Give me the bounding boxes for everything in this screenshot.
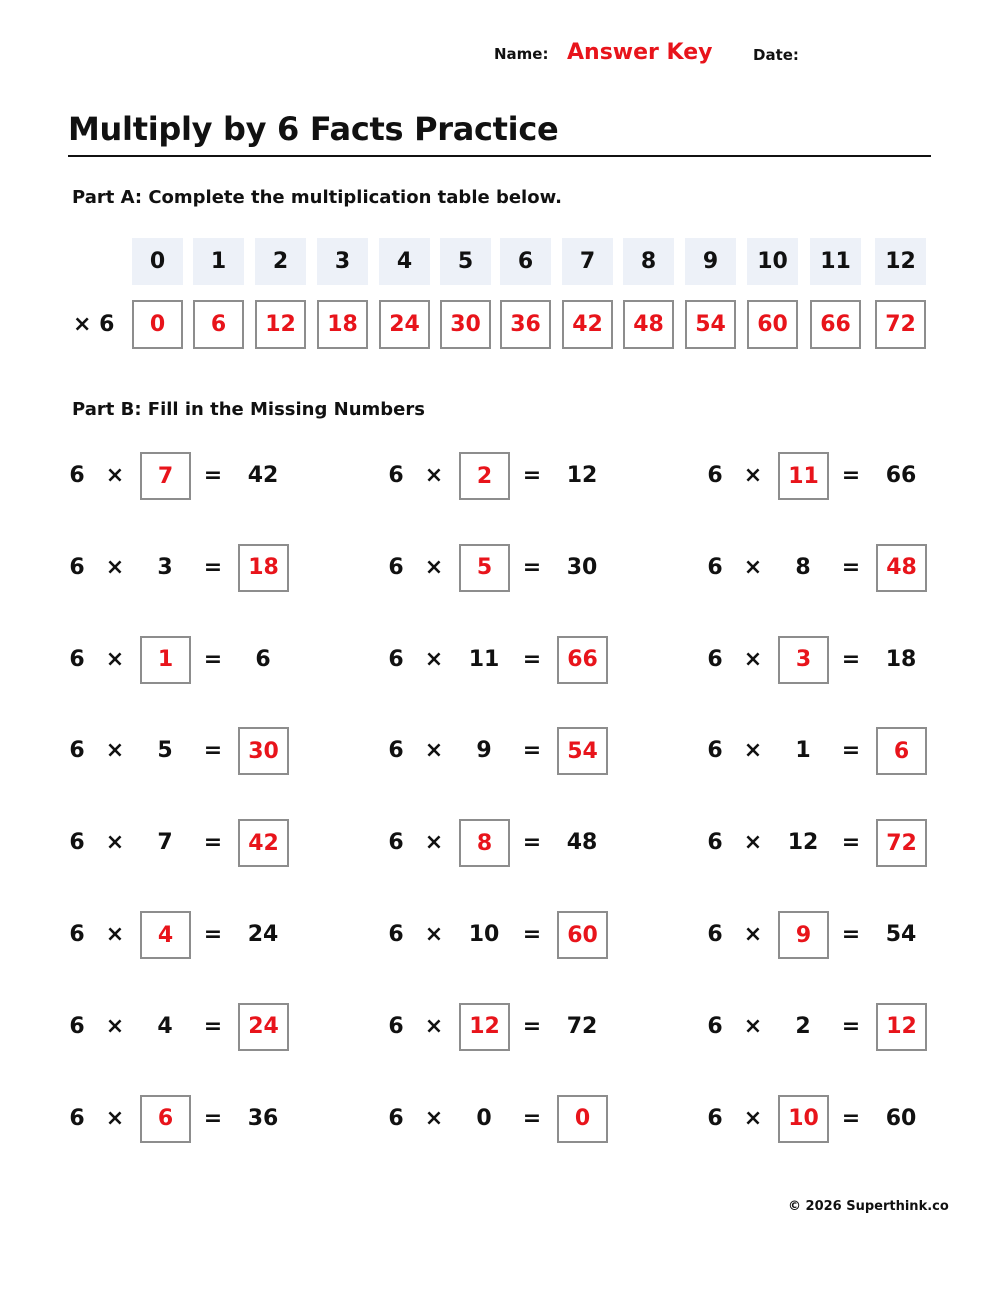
answer-box[interactable]: 8 [459,819,510,867]
problem-product: 12 [566,463,598,488]
problem-factor: 6 [69,738,85,764]
equals-symbol: = [203,1013,223,1039]
answer-box[interactable]: 9 [778,911,829,959]
answer-box[interactable]: 54 [557,727,608,775]
table-answer-box[interactable]: 12 [255,300,306,349]
times-six-row-label: × 6 [73,312,115,337]
problem-product: 54 [885,922,917,947]
answer-box[interactable]: 4 [140,911,191,959]
answer-box[interactable]: 6 [876,727,927,775]
times-symbol: × [743,922,763,947]
problem-factor: 1 [795,738,811,764]
times-symbol: × [424,1013,444,1039]
table-answer-box[interactable]: 18 [317,300,368,349]
times-symbol: × [743,738,763,764]
problem-product: 66 [885,463,917,488]
table-header-cell: 5 [440,238,491,285]
equals-symbol: = [522,1105,542,1131]
answer-box[interactable]: 18 [238,544,289,592]
answer-box[interactable]: 10 [778,1095,829,1143]
equals-symbol: = [522,554,542,580]
equals-symbol: = [203,554,223,580]
times-symbol: × [424,830,444,856]
times-symbol: × [105,463,125,488]
table-answer-box[interactable]: 0 [132,300,183,349]
times-symbol: × [105,646,125,672]
table-header-cell: 4 [379,238,430,285]
times-symbol: × [424,1105,444,1131]
table-answer-box[interactable]: 36 [500,300,551,349]
equals-symbol: = [203,463,223,488]
problem-factor: 6 [388,830,404,856]
times-symbol: × [424,463,444,488]
table-header-cell: 10 [747,238,798,285]
times-symbol: × [743,830,763,856]
problem-factor: 0 [476,1105,492,1131]
problem-factor: 6 [707,830,723,856]
table-header-cell: 12 [875,238,926,285]
problem-product: 42 [247,463,279,488]
equals-symbol: = [203,646,223,672]
problem-product: 24 [247,922,279,947]
problem-factor: 6 [69,830,85,856]
problem-factor: 6 [707,463,723,488]
answer-box[interactable]: 48 [876,544,927,592]
answer-box[interactable]: 24 [238,1003,289,1051]
problem-factor: 6 [707,554,723,580]
answer-box[interactable]: 30 [238,727,289,775]
problem-factor: 6 [69,922,85,947]
equals-symbol: = [522,922,542,947]
answer-box[interactable]: 11 [778,452,829,500]
table-answer-box[interactable]: 66 [810,300,861,349]
name-label: Name: [494,45,549,63]
table-answer-box[interactable]: 42 [562,300,613,349]
problem-factor: 5 [157,738,173,764]
equals-symbol: = [841,830,861,856]
table-header-cell: 0 [132,238,183,285]
page-title: Multiply by 6 Facts Practice [68,110,559,148]
equals-symbol: = [203,830,223,856]
answer-box[interactable]: 0 [557,1095,608,1143]
problem-factor: 6 [69,463,85,488]
times-symbol: × [105,922,125,947]
problem-product: 72 [566,1013,598,1039]
table-header-cell: 3 [317,238,368,285]
equals-symbol: = [203,1105,223,1131]
times-symbol: × [743,1013,763,1039]
problem-factor: 6 [388,463,404,488]
problem-factor: 4 [157,1013,173,1039]
problem-factor: 3 [157,554,173,580]
name-value[interactable]: Answer Key [567,40,713,65]
problem-product: 60 [885,1105,917,1131]
table-header-cell: 2 [255,238,306,285]
equals-symbol: = [522,463,542,488]
equals-symbol: = [841,738,861,764]
table-header-cell: 1 [193,238,244,285]
problem-factor: 6 [388,738,404,764]
answer-box[interactable]: 12 [459,1003,510,1051]
problem-factor: 6 [707,922,723,947]
problem-product: 30 [566,554,598,580]
problem-factor: 6 [69,554,85,580]
problem-factor: 8 [795,554,811,580]
problem-factor: 6 [69,1013,85,1039]
table-answer-box[interactable]: 60 [747,300,798,349]
copyright-footer: © 2026 Superthink.co [788,1199,949,1214]
times-symbol: × [105,1013,125,1039]
problem-factor: 6 [707,646,723,672]
problem-factor: 6 [388,922,404,947]
table-answer-box[interactable]: 72 [875,300,926,349]
problem-factor: 6 [707,738,723,764]
equals-symbol: = [841,922,861,947]
times-symbol: × [743,1105,763,1131]
answer-box[interactable]: 12 [876,1003,927,1051]
equals-symbol: = [522,1013,542,1039]
table-header-cell: 6 [500,238,551,285]
times-symbol: × [424,554,444,580]
problem-factor: 9 [476,738,492,764]
table-header-cell: 8 [623,238,674,285]
answer-box[interactable]: 42 [238,819,289,867]
times-symbol: × [424,922,444,947]
problem-factor: 11 [468,646,500,672]
table-answer-box[interactable]: 24 [379,300,430,349]
part-a-instruction: Part A: Complete the multiplication table below. [72,187,562,208]
table-answer-box[interactable]: 30 [440,300,491,349]
times-symbol: × [105,1105,125,1131]
answer-box[interactable]: 2 [459,452,510,500]
answer-box[interactable]: 7 [140,452,191,500]
table-answer-box[interactable]: 48 [623,300,674,349]
problem-factor: 6 [707,1013,723,1039]
title-divider [68,155,931,157]
equals-symbol: = [522,738,542,764]
equals-symbol: = [522,830,542,856]
times-symbol: × [743,463,763,488]
problem-factor: 6 [388,1105,404,1131]
table-answer-box[interactable]: 6 [193,300,244,349]
answer-box[interactable]: 6 [140,1095,191,1143]
part-b-instruction: Part B: Fill in the Missing Numbers [72,399,425,420]
answer-box[interactable]: 66 [557,636,608,684]
answer-box[interactable]: 60 [557,911,608,959]
times-symbol: × [424,738,444,764]
equals-symbol: = [841,463,861,488]
problem-product: 6 [255,646,271,672]
date-label: Date: [753,46,799,64]
times-symbol: × [743,646,763,672]
times-symbol: × [743,554,763,580]
problem-factor: 6 [707,1105,723,1131]
problem-factor: 2 [795,1013,811,1039]
times-symbol: × [105,554,125,580]
problem-product: 36 [247,1105,279,1131]
table-header-cell: 11 [810,238,861,285]
equals-symbol: = [841,1013,861,1039]
problem-factor: 10 [468,922,500,947]
equals-symbol: = [841,1105,861,1131]
equals-symbol: = [522,646,542,672]
problem-factor: 6 [69,1105,85,1131]
equals-symbol: = [841,554,861,580]
problem-factor: 6 [388,554,404,580]
problem-factor: 6 [388,646,404,672]
problem-product: 18 [885,646,917,672]
answer-box[interactable]: 5 [459,544,510,592]
table-header-cell: 9 [685,238,736,285]
answer-box[interactable]: 72 [876,819,927,867]
times-symbol: × [105,738,125,764]
equals-symbol: = [203,922,223,947]
times-symbol: × [105,830,125,856]
table-answer-box[interactable]: 54 [685,300,736,349]
problem-factor: 6 [69,646,85,672]
answer-box[interactable]: 3 [778,636,829,684]
answer-box[interactable]: 1 [140,636,191,684]
table-header-cell: 7 [562,238,613,285]
problem-factor: 6 [388,1013,404,1039]
equals-symbol: = [203,738,223,764]
problem-product: 48 [566,830,598,856]
times-symbol: × [424,646,444,672]
problem-factor: 12 [787,830,819,856]
problem-factor: 7 [157,830,173,856]
equals-symbol: = [841,646,861,672]
